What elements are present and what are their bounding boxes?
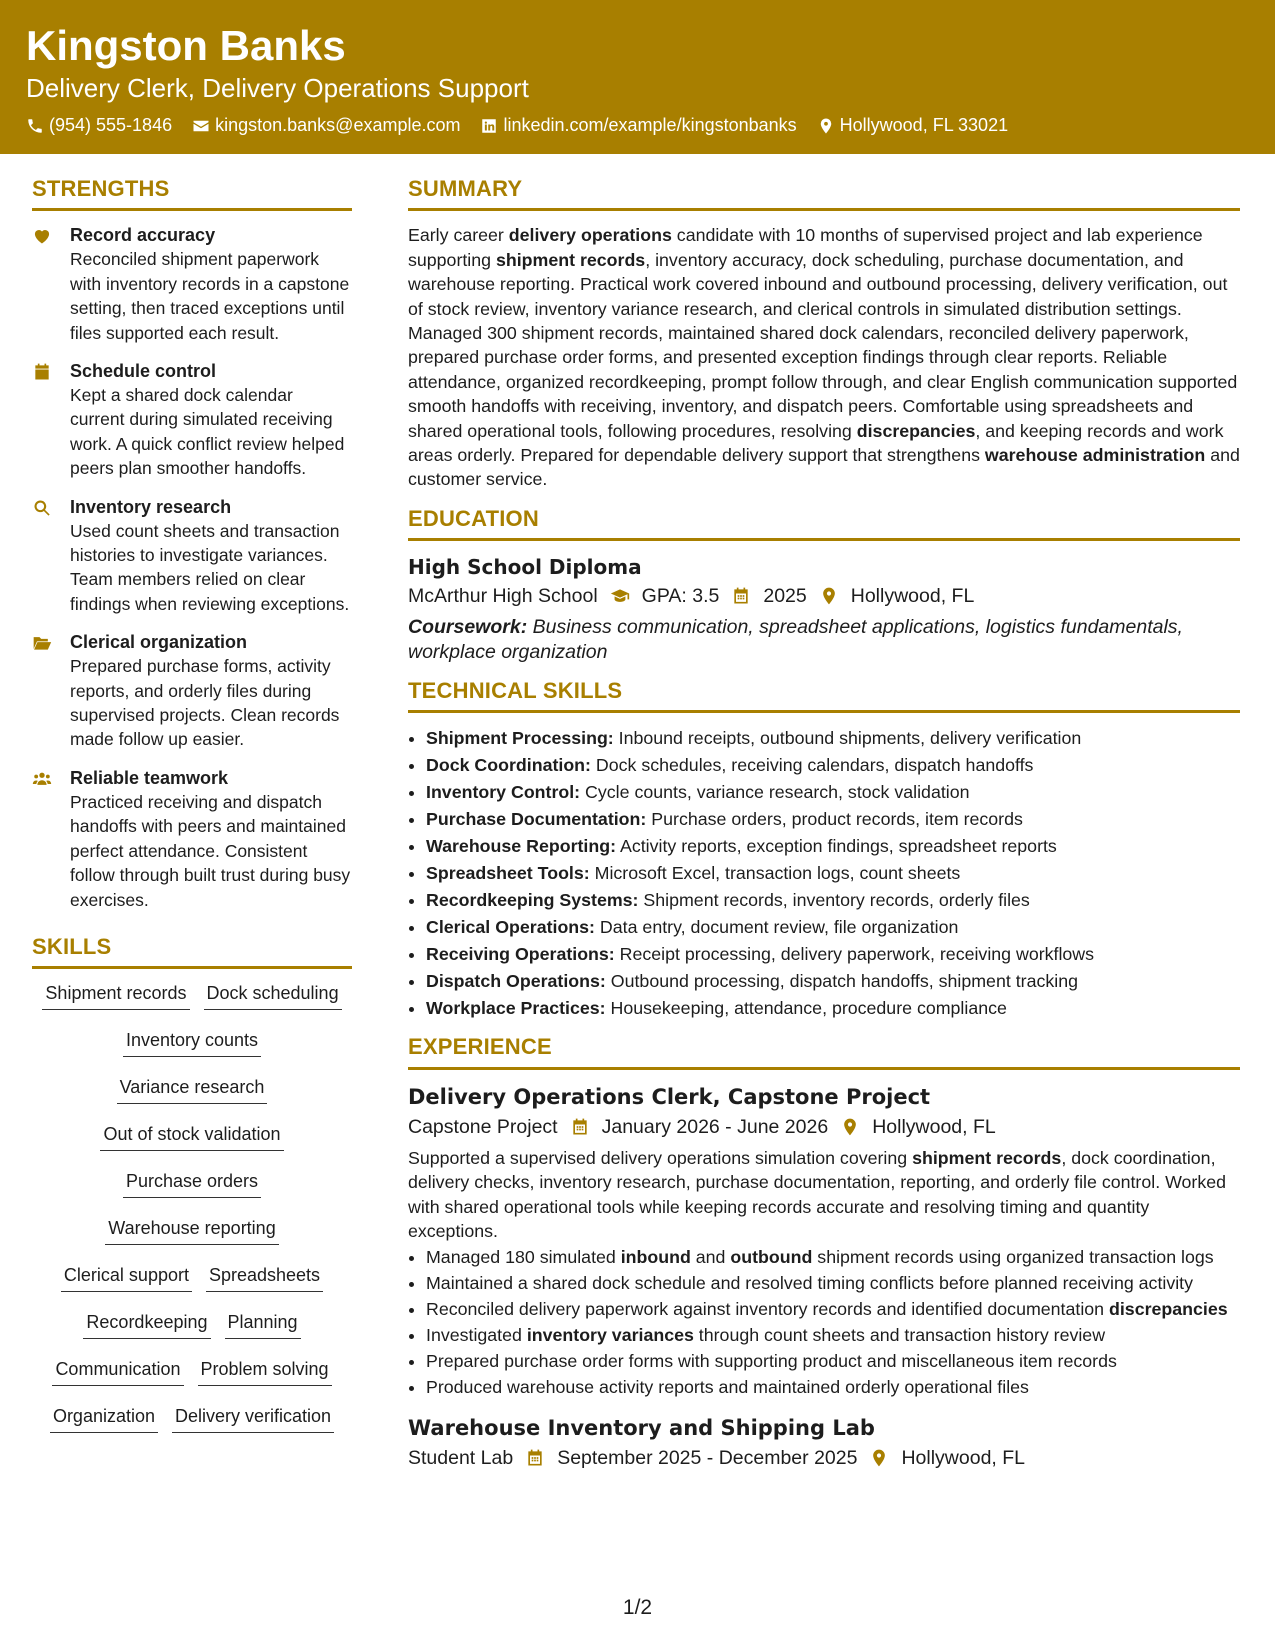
technical-skill-item: [426, 725, 1240, 752]
text-run: through count sheets and transaction history review: [693, 1325, 1106, 1346]
skills-heading: SKILLS: [32, 934, 352, 969]
meta-separator: [840, 1117, 860, 1137]
job-location: Hollywood, FL: [872, 1115, 996, 1138]
technical-skill-label: Dock Coordination:: [426, 755, 591, 776]
strength-body: [70, 766, 352, 912]
strength-icon-wrap: [32, 359, 70, 481]
strength-body: [70, 495, 352, 617]
skills-row: [32, 1028, 352, 1075]
technical-skill-value: Housekeeping, attendance, procedure compliance: [605, 998, 1007, 1019]
strengths-heading: STRENGTHS: [32, 176, 352, 211]
strength-item: [32, 359, 352, 481]
experience-entry: [408, 1082, 1240, 1400]
strength-icon-wrap: [32, 766, 70, 912]
skills-row: [32, 1310, 352, 1357]
contact-linkedin[interactable]: [480, 115, 796, 136]
job-location: Hollywood, FL: [901, 1447, 1026, 1470]
technical-skill-label: Clerical Operations:: [426, 917, 595, 938]
skill-chip: Communication: [52, 1357, 183, 1386]
technical-skill-value: Activity reports, exception findings, spreadsheet reports: [616, 836, 1057, 857]
text-run: Investigated: [426, 1325, 527, 1346]
technical-skill-value: Shipment records, inventory records, orderly files: [638, 890, 1030, 911]
strength-description: Kept a shared dock calendar current during simulated receiving work. A quick conflict review helped peers plan smoother handoffs.: [70, 385, 345, 479]
skills-row: [32, 1122, 352, 1169]
bold-text: outbound: [730, 1247, 813, 1268]
experience-heading: EXPERIENCE: [408, 1034, 1240, 1069]
job-description: [408, 1146, 1240, 1244]
bold-text: shipment records: [912, 1147, 1062, 1168]
technical-skill-item: [426, 995, 1240, 1022]
bold-text: shipment records: [495, 249, 646, 270]
candidate-title: Delivery Clerk, Delivery Operations Support: [26, 73, 529, 103]
strength-title: Schedule control: [70, 361, 217, 382]
technical-skill-label: Shipment Processing:: [426, 728, 614, 749]
strength-description: Used count sheets and transaction histories to investigate variances. Team members relied on clear findings when reviewing exceptions.: [70, 520, 350, 614]
technical-skill-label: Recordkeeping Systems:: [426, 890, 639, 911]
technical-skill-value: Outbound processing, dispatch handoffs, shipment tracking: [605, 971, 1078, 992]
technical-skill-value: Receipt processing, delivery paperwork, receiving workflows: [614, 944, 1095, 965]
map-pin-icon: [840, 1117, 860, 1137]
technical-skill-item: [426, 806, 1240, 833]
technical-skill-item: [426, 914, 1240, 941]
contact-phone: [26, 115, 172, 136]
bold-text: delivery operations: [508, 225, 672, 246]
map-pin-icon: [819, 586, 839, 606]
education-heading: EDUCATION: [408, 506, 1240, 541]
linkedin-link[interactable]: linkedin.com/example/kingstonbanks: [503, 115, 797, 135]
strength-item: [32, 630, 352, 752]
skill-chip: Organization: [50, 1404, 158, 1433]
education-year: 2025: [763, 585, 807, 608]
resume-header: [0, 0, 1275, 154]
education-meta: [408, 581, 1240, 611]
bold-text: inbound: [620, 1247, 691, 1268]
skill-chip: Warehouse reporting: [105, 1216, 278, 1245]
calendar-icon: [32, 362, 52, 382]
right-column: [408, 176, 1240, 1473]
job-title: Warehouse Inventory and Shipping Lab: [408, 1416, 875, 1441]
technical-skill-label: Workplace Practices:: [426, 998, 606, 1019]
education-coursework: [408, 615, 1240, 664]
page-number: 1/2: [622, 1596, 653, 1619]
job-organization: Capstone Project: [408, 1115, 558, 1138]
strength-body: [70, 630, 352, 752]
coursework-label: Coursework:: [408, 616, 528, 639]
text-run: shipment records using organized transaction logs: [812, 1247, 1214, 1268]
text-run: Maintained a shared dock schedule and resolved timing conflicts before planned receiving activity: [426, 1273, 1194, 1294]
bold-text: discrepancies: [1109, 1299, 1228, 1320]
skill-chip: Recordkeeping: [83, 1310, 210, 1339]
job-meta: [408, 1443, 1240, 1473]
calendar-icon: [570, 1117, 590, 1137]
phone-icon: [26, 117, 44, 135]
strength-description: Practiced receiving and dispatch handoffs with peers and maintained perfect attendance. Consistent follow through built trust during busy exercises.: [70, 791, 351, 910]
job-bullet: [426, 1271, 1240, 1295]
left-column: [32, 176, 352, 1451]
technical-skill-label: Receiving Operations:: [426, 944, 615, 965]
contact-bar: [26, 115, 1028, 136]
text-run: and customer service.: [408, 445, 1240, 490]
skill-chip: Dock scheduling: [204, 981, 342, 1010]
text-run: and: [690, 1247, 731, 1268]
map-pin-icon: [869, 1448, 889, 1468]
strength-item: [32, 223, 352, 345]
text-run: Prepared purchase order forms with supporting product and miscellaneous item records: [426, 1351, 1117, 1372]
meta-separator: [525, 1448, 545, 1468]
strength-description: Reconciled shipment paperwork with inventory records in a capstone setting, then traced exceptions until files supported each result.: [70, 249, 350, 343]
technical-skill-label: Purchase Documentation:: [426, 809, 647, 830]
strengths-list: [32, 223, 352, 912]
skills-row: [32, 1169, 352, 1216]
skills-row: [32, 1216, 352, 1263]
skill-chip: Variance research: [117, 1075, 268, 1104]
technical-skill-item: [426, 941, 1240, 968]
text-run: Reconciled delivery paperwork against inventory records and identified documentation: [426, 1299, 1109, 1320]
technical-skill-value: Data entry, document review, file organization: [594, 917, 959, 938]
bold-text: discrepancies: [856, 420, 976, 441]
technical-skill-value: Microsoft Excel, transaction logs, count sheets: [589, 863, 961, 884]
meta-separator: [570, 1117, 590, 1137]
job-bullet: [426, 1323, 1240, 1347]
mail-icon: [192, 117, 210, 135]
strength-description: Prepared purchase forms, activity reports, and orderly files during supervised projects. Clean records made follow up easier.: [70, 656, 340, 750]
skills-row: [32, 1404, 352, 1451]
skill-chip: Problem solving: [198, 1357, 332, 1386]
strength-title: Clerical organization: [70, 632, 248, 653]
skill-chip: Delivery verification: [172, 1404, 334, 1433]
job-bullet: [426, 1297, 1240, 1321]
phone-text: (954) 555-1846: [49, 115, 173, 135]
skill-chip: Purchase orders: [123, 1169, 261, 1198]
skill-chip: Inventory counts: [123, 1028, 261, 1057]
heart-icon: [32, 226, 52, 246]
job-meta: [408, 1112, 1240, 1142]
skills-row: [32, 1357, 352, 1404]
technical-skill-value: Purchase orders, product records, item records: [646, 809, 1023, 830]
text-run: Managed 180 simulated: [426, 1247, 621, 1268]
strength-body: [70, 359, 352, 481]
education-gpa: GPA: 3.5: [641, 585, 720, 608]
skill-chip: Shipment records: [42, 981, 189, 1010]
calendar-icon: [525, 1448, 545, 1468]
experience-entry: [408, 1413, 1240, 1473]
strength-icon-wrap: [32, 630, 70, 752]
text-run: , inventory accuracy, dock scheduling, purchase documentation, and warehouse reporting. Practical work covered inbound and outbound processing, delivery verification, out of stock review, inventory variance research, and clerical controls in simulated distribution settings. Managed 300 shipment records, maintained shared dock calendars, reconciled delivery paperwork, prepared purchase order forms, and presented exception findings through clear reports. Reliable attendance, organized recordkeeping, prompt follow through, and clear English communication supported smooth handoffs with receiving, inventory, and dispatch peers. Comfortable using spreadsheets and shared operational tools, following procedures, resolving: [408, 249, 1238, 441]
users-icon: [32, 769, 52, 789]
linkedin-icon: [480, 117, 498, 135]
skills-row: [32, 981, 352, 1028]
location-text: Hollywood, FL 33021: [839, 115, 1009, 135]
skill-chip: Out of stock validation: [100, 1122, 283, 1151]
technical-skill-item: [426, 833, 1240, 860]
strength-title: Reliable teamwork: [70, 767, 229, 788]
graduation-cap-icon: [610, 586, 630, 606]
calendar-icon: [731, 586, 751, 606]
map-pin-icon: [817, 117, 835, 135]
job-dates: September 2025 - December 2025: [557, 1447, 858, 1470]
skill-chip: Spreadsheets: [206, 1263, 323, 1292]
skills-row: [32, 1075, 352, 1122]
technical-skill-value: Dock schedules, receiving calendars, dispatch handoffs: [590, 755, 1034, 776]
strength-item: [32, 766, 352, 912]
bold-text: warehouse administration: [984, 445, 1206, 466]
text-run: Produced warehouse activity reports and maintained orderly operational files: [426, 1377, 1029, 1397]
technical-skills-heading: TECHNICAL SKILLS: [408, 678, 1240, 713]
technical-skill-item: [426, 779, 1240, 806]
strength-title: Record accuracy: [70, 225, 216, 246]
technical-skill-label: Warehouse Reporting:: [426, 836, 617, 857]
strength-icon-wrap: [32, 495, 70, 617]
technical-skill-value: Inbound receipts, outbound shipments, delivery verification: [613, 728, 1082, 749]
meta-separator: [869, 1448, 889, 1468]
job-organization: Student Lab: [408, 1447, 514, 1470]
technical-skill-label: Spreadsheet Tools:: [426, 863, 590, 884]
education-location: Hollywood, FL: [850, 585, 975, 608]
technical-skills-list: [408, 725, 1240, 1022]
job-dates: January 2026 - June 2026: [601, 1115, 829, 1138]
experience-list: [408, 1082, 1240, 1474]
job-bullet: [426, 1349, 1240, 1373]
text-run: , dock coordination, delivery checks, inventory research, purchase documentation, reporting, and orderly file control. Worked with shared operational tools while keeping records accurate and resolving timing and quantity exceptions.: [408, 1147, 1227, 1242]
technical-skill-label: Inventory Control:: [426, 782, 581, 803]
summary-heading: SUMMARY: [408, 176, 1240, 211]
job-title: Delivery Operations Clerk, Capstone Project: [408, 1084, 931, 1109]
technical-skill-item: [426, 860, 1240, 887]
technical-skill-value: Cycle counts, variance research, stock validation: [580, 782, 970, 803]
contact-location: [817, 115, 1008, 136]
bold-text: inventory variances: [526, 1325, 694, 1346]
text-run: candidate with 10 months of supervised project and lab experience supporting: [408, 225, 1203, 270]
strength-title: Inventory research: [70, 496, 232, 517]
text-run: Supported a supervised delivery operations simulation covering: [408, 1147, 913, 1168]
text-run: Early career: [408, 225, 509, 246]
folder-open-icon: [32, 633, 52, 653]
skills-row: [32, 1263, 352, 1310]
skill-chip: Clerical support: [61, 1263, 192, 1292]
strength-body: [70, 223, 352, 345]
job-bullet: [426, 1245, 1240, 1269]
job-bullet: [426, 1375, 1240, 1399]
education-degree: High School Diploma: [408, 555, 642, 580]
text-run: , and keeping records and work areas orderly. Prepared for dependable delivery support that strengthens: [408, 420, 1224, 466]
skill-chip: Planning: [225, 1310, 301, 1339]
technical-skill-item: [426, 752, 1240, 779]
strength-icon-wrap: [32, 223, 70, 345]
skills-list: [32, 981, 352, 1451]
summary-text: [408, 223, 1240, 491]
education-school: McArthur High School: [408, 585, 598, 608]
contact-email[interactable]: [192, 115, 460, 136]
candidate-name: Kingston Banks: [26, 22, 346, 69]
coursework-text: Business communication, spreadsheet applications, logistics fundamentals, workplace organization: [408, 616, 1183, 663]
technical-skill-item: [426, 968, 1240, 995]
email-link[interactable]: kingston.banks@example.com: [215, 115, 461, 135]
technical-skill-label: Dispatch Operations:: [426, 971, 606, 992]
job-bullets: [408, 1245, 1240, 1399]
strength-item: [32, 495, 352, 617]
technical-skill-item: [426, 887, 1240, 914]
search-icon: [32, 498, 52, 518]
